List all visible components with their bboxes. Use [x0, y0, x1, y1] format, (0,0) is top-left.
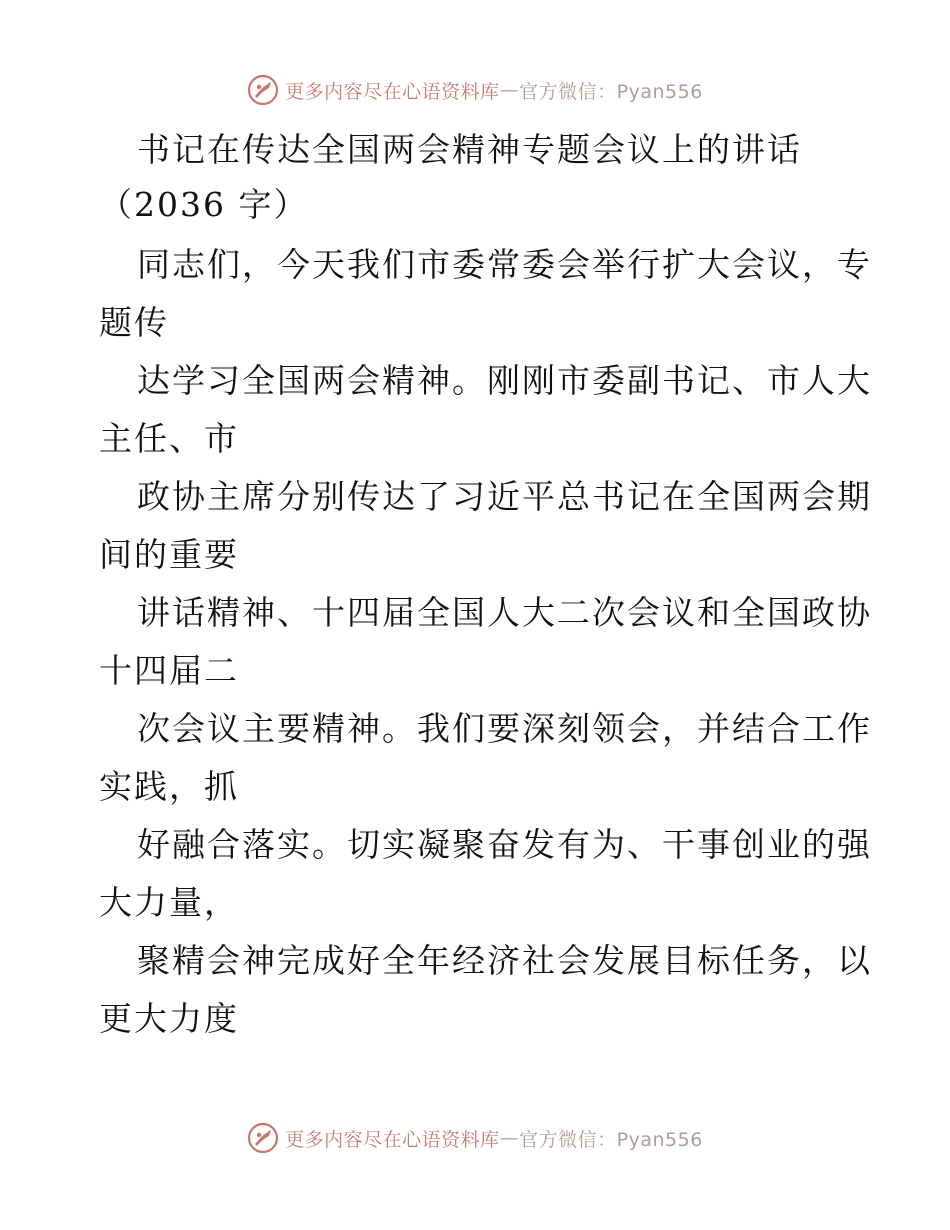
- paragraph-line: 十四届二: [99, 651, 239, 690]
- watermark-main-text: 更多内容尽在心语资料库: [285, 80, 500, 103]
- pen-seal-icon: [247, 74, 279, 106]
- paragraph-line: 大力量，: [99, 883, 239, 922]
- watermark-separator: —: [499, 79, 520, 101]
- paragraph-line: 政协主席分别传达了习近平总书记在全国两会期: [137, 477, 872, 516]
- paragraph-line: 间的重要: [99, 535, 239, 574]
- footer-watermark: [0, 1118, 950, 1158]
- paragraph-line: 同志们，今天我们市委常委会举行扩大会议，专: [137, 245, 872, 284]
- watermark-wechat-text: 官方微信：Pyan556: [519, 1128, 703, 1151]
- watermark-wechat-text: 官方微信：Pyan556: [519, 80, 703, 103]
- document-title: 书记在传达全国两会精神专题会议上的讲话: [137, 130, 802, 169]
- watermark-main-text: 更多内容尽在心语资料库: [285, 1128, 500, 1151]
- paragraph-line: 次会议主要精神。我们要深刻领会，并结合工作: [137, 709, 872, 748]
- paragraph-line: 更大力度: [99, 999, 239, 1038]
- paragraph-line: 实践，抓: [99, 767, 239, 806]
- watermark-separator: —: [499, 1127, 520, 1149]
- paragraph-line: 讲话精神、十四届全国人大二次会议和全国政协: [137, 593, 872, 632]
- paragraph-line: 主任、市: [99, 419, 239, 458]
- paragraph-line: 题传: [99, 303, 169, 342]
- pen-seal-icon: [247, 1122, 279, 1154]
- paragraph-line: 达学习全国两会精神。刚刚市委副书记、市人大: [137, 361, 872, 400]
- paragraph-line: 聚精会神完成好全年经济社会发展目标任务，以: [137, 941, 872, 980]
- document-word-count: （2036 字）: [99, 185, 309, 224]
- paragraph-line: 好融合落实。切实凝聚奋发有为、干事创业的强: [137, 825, 872, 864]
- header-watermark: [0, 70, 950, 110]
